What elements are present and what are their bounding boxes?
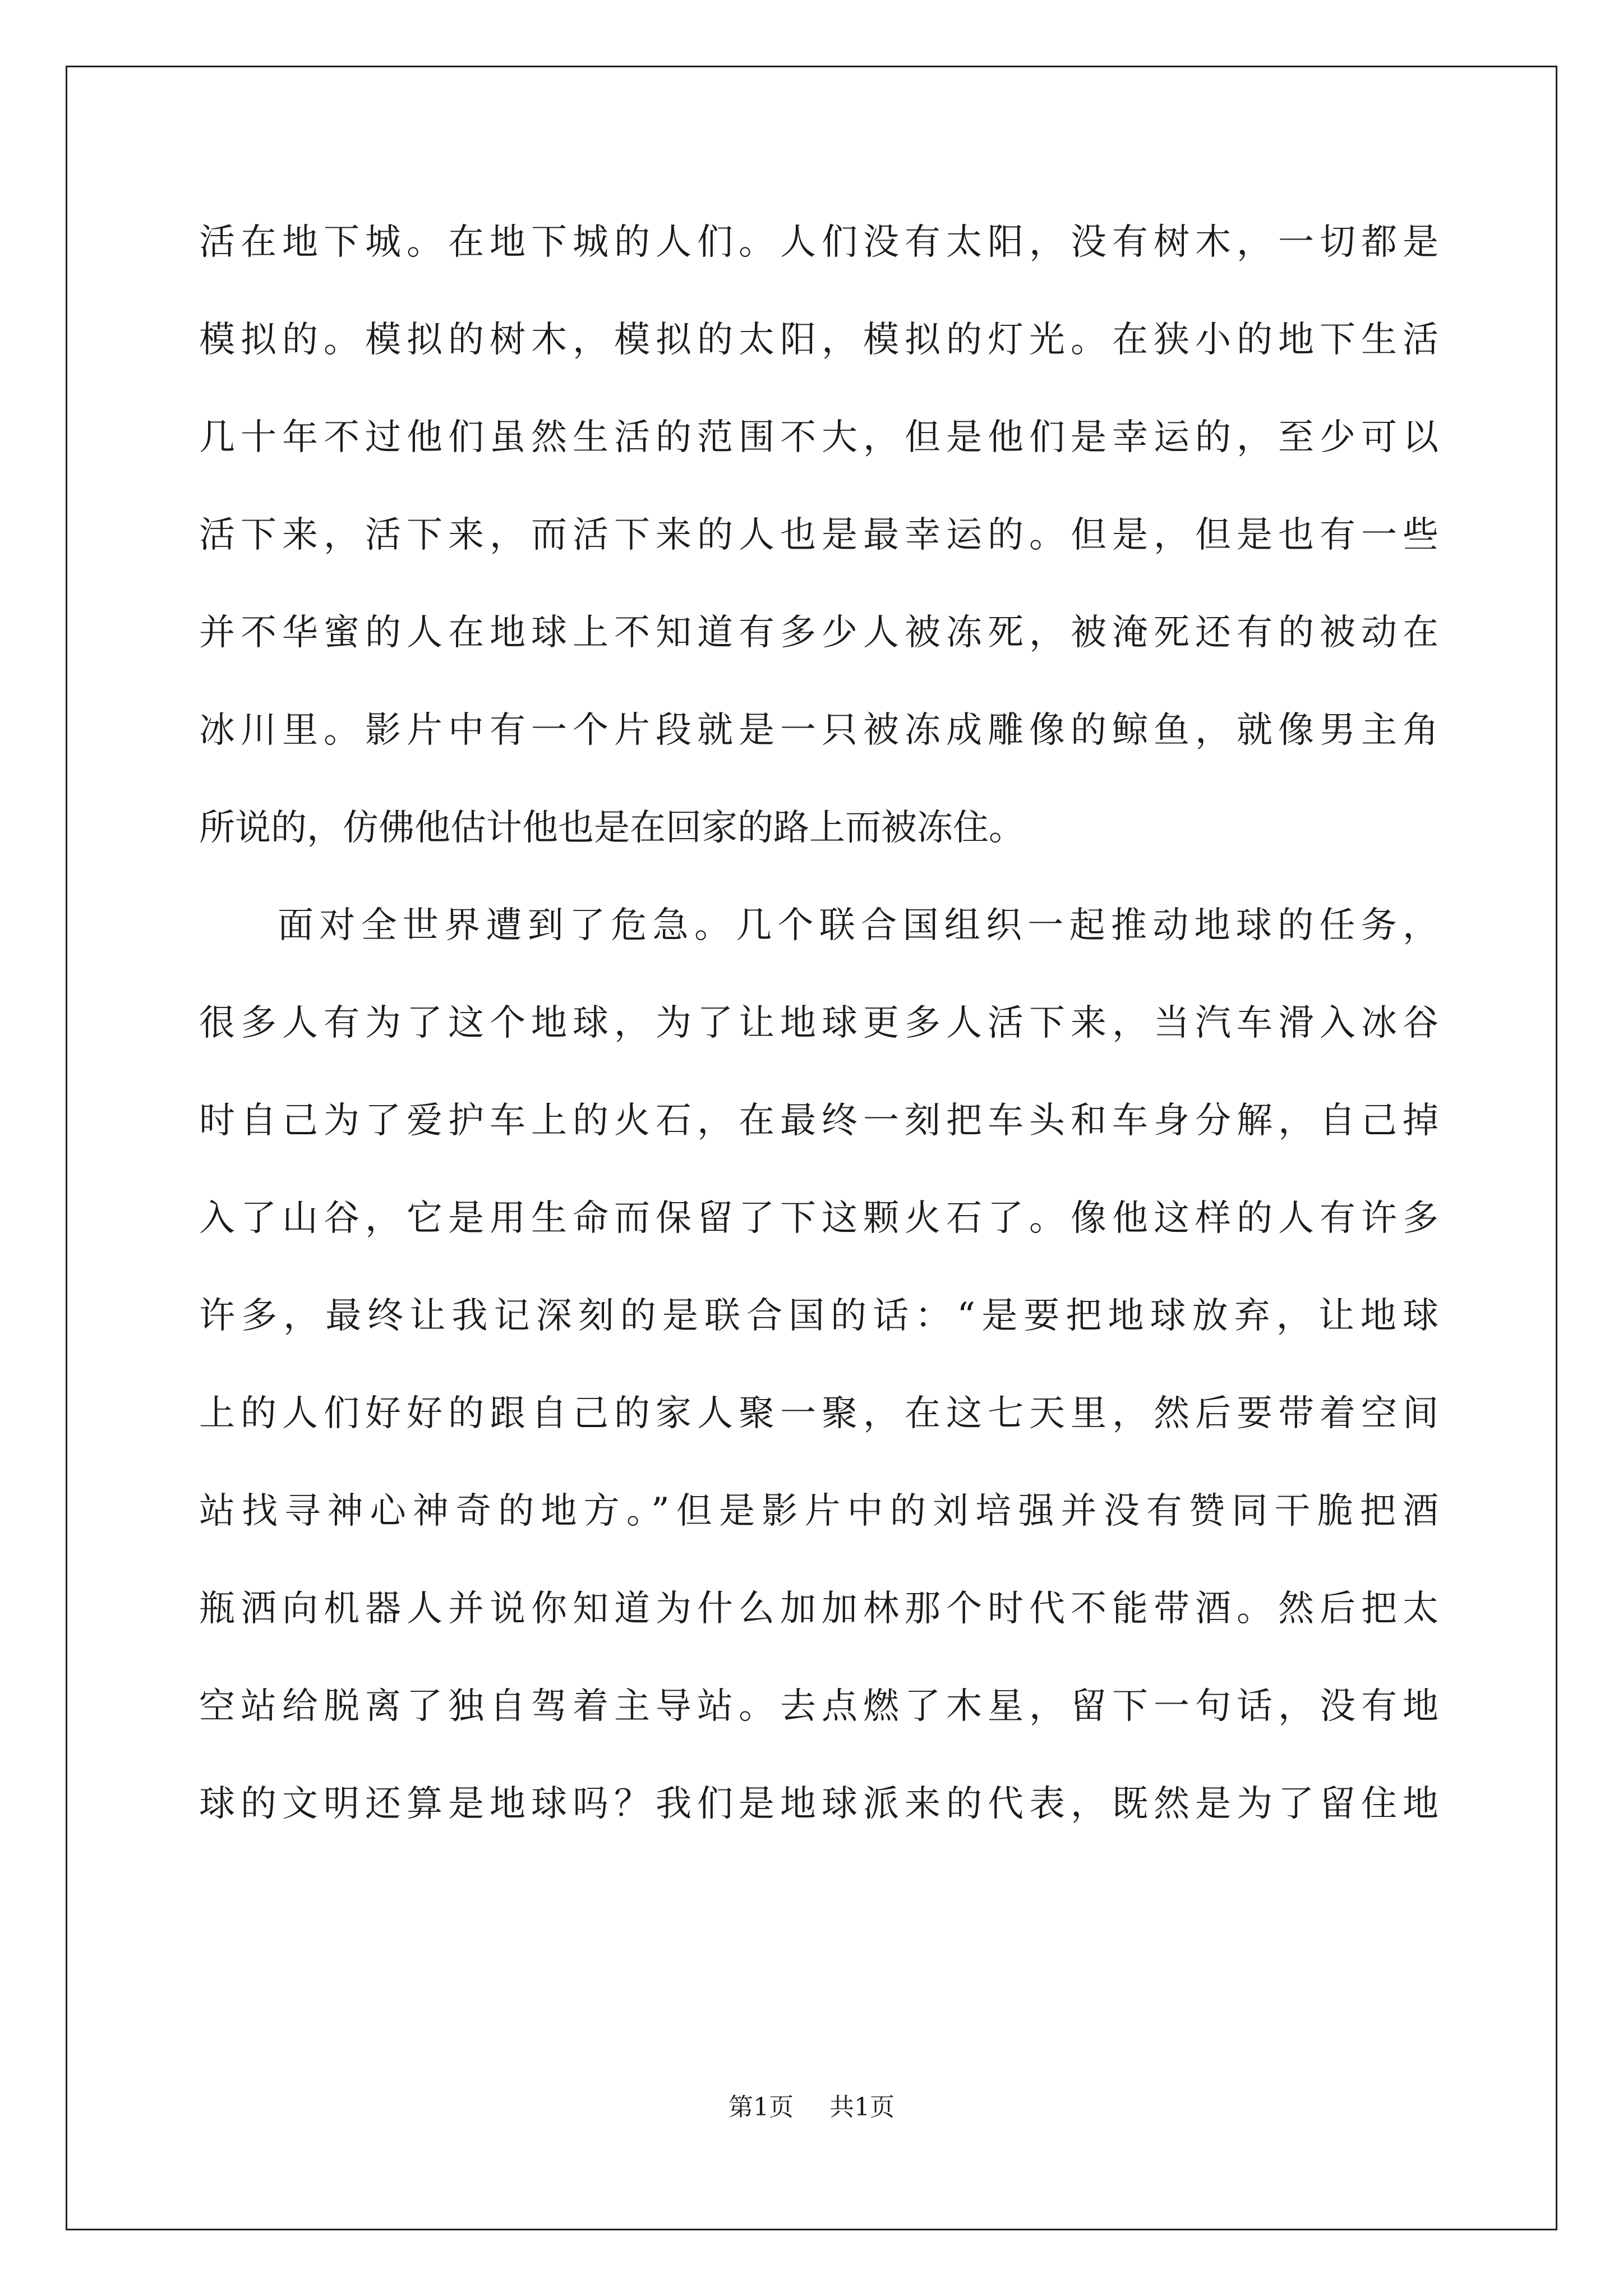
text-line-indented: 面对全世界遭到了危急。几个联合国组织一起推动地球的任务， bbox=[278, 905, 1438, 946]
text-line: 瓶洒向机器人并说你知道为什么加加林那个时代不能带酒。然后把太 bbox=[199, 1588, 1438, 1630]
text-line: 站找寻神心神奇的地方。”但是影片中的刘培强并没有赞同干脆把酒 bbox=[199, 1490, 1438, 1532]
page-footer bbox=[0, 2091, 1623, 2124]
text-line: 空站给脱离了独自驾着主导站。去点燃了木星，留下一句话，没有地 bbox=[199, 1686, 1438, 1727]
text-line: 所说的，仿佛他估计他也是在回家的路上而被冻住。 bbox=[199, 807, 1025, 849]
text-line: 活下来，活下来，而活下来的人也是最幸运的。但是，但是也有一些 bbox=[199, 514, 1438, 556]
text-line: 并不华蜜的人在地球上不知道有多少人被冻死，被淹死还有的被动在 bbox=[199, 612, 1438, 654]
text-line: 入了山谷，它是用生命而保留了下这颗火石了。像他这样的人有许多 bbox=[199, 1198, 1438, 1239]
text-line: 很多人有为了这个地球，为了让地球更多人活下来，当汽车滑入冰谷 bbox=[199, 1002, 1438, 1044]
text-line: 冰川里。影片中有一个片段就是一只被冻成雕像的鲸鱼，就像男主角 bbox=[199, 710, 1438, 751]
document-body bbox=[199, 194, 1438, 1853]
text-line: 时自己为了爱护车上的火石，在最终一刻把车头和车身分解，自己掉 bbox=[199, 1100, 1438, 1142]
text-line: 上的人们好好的跟自己的家人聚一聚，在这七天里，然后要带着空间 bbox=[199, 1393, 1438, 1434]
text-line: 模拟的。模拟的树木，模拟的太阳，模拟的灯光。在狭小的地下生活 bbox=[199, 319, 1438, 361]
page-number-current: 第1页 bbox=[728, 2093, 794, 2122]
page-number-total: 共1页 bbox=[829, 2093, 895, 2122]
text-line: 球的文明还算是地球吗？我们是地球派来的代表，既然是为了留住地 bbox=[199, 1783, 1438, 1825]
text-line: 活在地下城。在地下城的人们。人们没有太阳，没有树木，一切都是 bbox=[199, 222, 1438, 263]
text-line: 几十年不过他们虽然生活的范围不大，但是他们是幸运的，至少可以 bbox=[199, 417, 1438, 458]
text-line: 许多，最终让我记深刻的是联合国的话：“是要把地球放弃，让地球 bbox=[199, 1295, 1438, 1337]
